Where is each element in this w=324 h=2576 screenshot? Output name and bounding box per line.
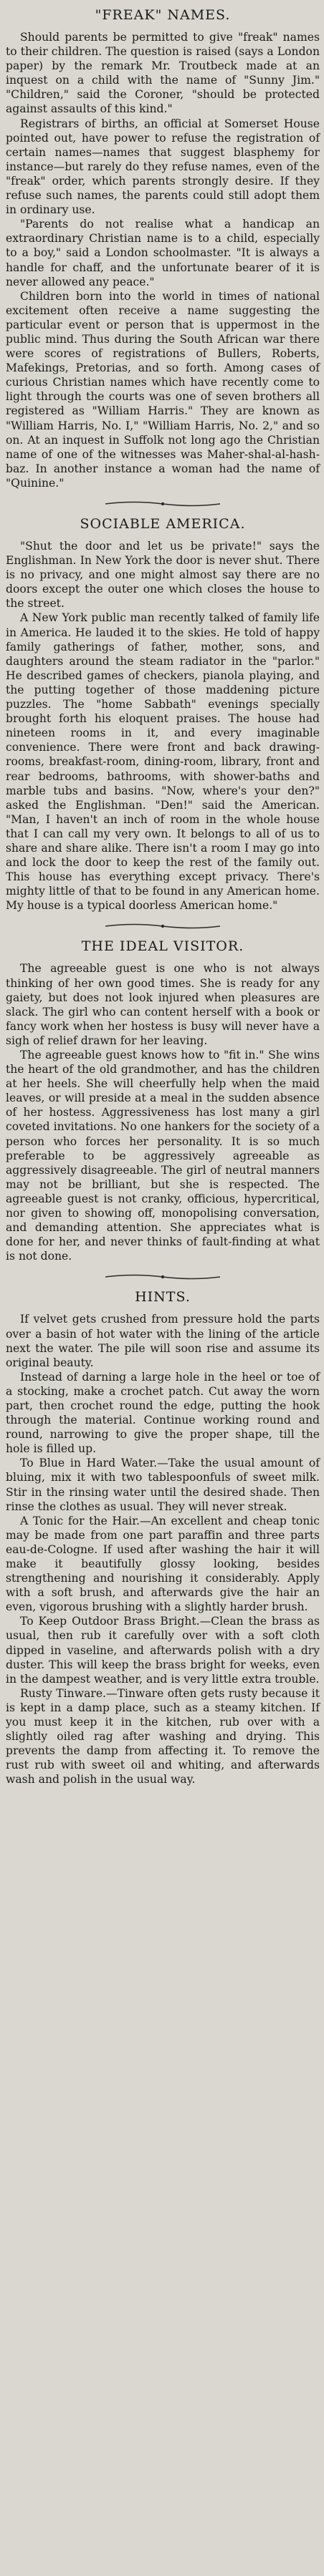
article-title: "FREAK" NAMES.: [95, 7, 231, 23]
hint-paragraph: Rusty Tinware.—Tinware often gets rusty because it is kept in a damp place, such as a steamy kitchen. If you must keep it in the kitchen, rub over with a slightly oiled rag after washing and drying. This prevents the damp from affecting it. To remove the rust rub with sweet oil and whiting, and afterwards wash and polish in the usual way.: [6, 1686, 323, 1787]
hint-paragraph: A Tonic for the Hair.—An excellent and cheap tonic may be made from one part paraffin and three parts eau-de-Cologne. If used after washing the hair it will make it beautifully glossy looking, besides strengthening and nourishing it considerably. Apply with a soft brush, and afterwards give the hair an even, vigorous brushing with a slightly harder brush.: [6, 1514, 323, 1614]
article-title: THE IDEAL VISITOR.: [81, 938, 244, 955]
ornamental-divider: [105, 499, 220, 509]
article-hints: [6, 1289, 323, 1787]
ornamental-divider: [105, 921, 220, 931]
hint-paragraph: To Keep Outdoor Brass Bright.—Clean the brass as usual, then rub it carefully over with a soft cloth dipped in vaseline, and afterwards polish with a dry duster. This will keep the brass bright for weeks, even in the dampest weather, and is very little extra trouble.: [6, 1615, 323, 1686]
article-paragraph: The agreeable guest knows how to "fit in." She wins the heart of the old grandmother, and has the children at her heels. She will cheerfully help when the maid leaves, or will preside at a meal in the sudden absence of her hostess. Aggressiveness has lost many a girl coveted invitations. No one hankers for the society of a person who forces her personality. It is so much preferable to be aggressively agreeable as aggressively disagreeable. The girl of neutral manners may not be brilliant, but she is respected. The agreeable guest is not cranky, officious, hypercritical, nor given to showing off, monopolising conversation, and demanding attention. She appreciates what is done for her, and never thinks of fault-finding at what is not done.: [6, 1049, 323, 1263]
ornamental-divider: [105, 1272, 220, 1282]
article-freak-names: [6, 7, 323, 490]
hint-paragraph: Instead of darning a large hole in the heel or toe of a stocking, make a crochet patch. Cut away the worn part, then crochet round the edge, putting the hook through the material. Continue working round and round, narrowing to give the proper shape, till the hole is filled up.: [6, 1370, 323, 1456]
article-paragraph: "Parents do not realise what a handicap an extraordinary Christian name is to a child, especially to a boy," said a London schoolmaster. "It is always a handle for chaff, and the unfortunate bearer of it is never allowed any peace.": [6, 218, 323, 288]
article-paragraph: "Shut the door and let us be private!" says the Englishman. In New York the door is never shut. There is no privacy, and one might almost say there are no doors except the outer one which closes the house to the street.: [6, 540, 323, 611]
article-paragraph: A New York public man recently talked of family life in America. He lauded it to the skies. He told of happy family gatherings of father, mother, sons, and daughters around the steam radiator in the "parlor." He described games of checkers, pianola playing, and the putting together of those maddening picture puzzles. The "home Sabbath" evenings specially brought forth his eloquent praises. The house had nineteen rooms in it, and every imaginable convenience. There were front and back drawing-rooms, breakfast-room, dining-room, library, front and rear bedrooms, bathrooms, with shower-baths and marble tubs and basins. "Now, where's your den?" asked the Englishman. "Den!" said the American. "Man, I haven't an inch of room in the whole house that I can call my very own. It belongs to all of us to share and share alike. There isn't a room I may go into and lock the door to keep the rest of the family out. This house has everything except privacy. There's mighty little of that to be found in any American home. My house is a typical doorless American home.": [6, 611, 323, 913]
hint-paragraph: To Blue in Hard Water.—Take the usual amount of bluing, mix it with two tablespoonfuls of sweet milk. Stir in the rinsing water until the desired shade. Then rinse the clothes as usual. They will never streak.: [6, 1457, 323, 1513]
article-ideal-visitor: [6, 938, 323, 1263]
article-title: HINTS.: [135, 1289, 191, 1306]
article-paragraph: Children born into the world in times of national excitement often receive a name suggesting the particular event or person that is uppermost in the public mind. Thus during the South African war there were scores of registrations of Bullers, Roberts, Mafekings, Pretorias, and so forth. Among cases of curious Christian names which have recently come to light through the courts was one of seven brothers all registered as "William Harris." They are known as "William Harris, No. I," "William Harris, No. 2," and so on. At an inquest in Suffolk not long ago the Christian name of one of the witnesses was Maher-shal-al-hash-baz. In another instance a woman had the name of "Quinine.": [6, 289, 323, 490]
article-title: SOCIABLE AMERICA.: [80, 516, 246, 532]
article-paragraph: Registrars of births, an official at Somerset House pointed out, have power to refuse the registration of certain names—names that suggest blasphemy for instance—but rarely do they refuse names, even of the "freak" order, which parents strongly desire. If they refuse such names, the parents could still adopt them in ordinary use.: [6, 117, 323, 217]
hint-paragraph: If velvet gets crushed from pressure hold the parts over a basin of hot water with the lining of the article next the water. The pile will soon rise and assume its original beauty.: [6, 1313, 323, 1369]
article-paragraph: The agreeable guest is one who is not always thinking of her own good times. She is ready for any gaiety, but does not look injured when pleasures are slack. The girl who can content herself with a book or fancy work when her hostess is busy will never have a sigh of relief drawn for her leaving.: [6, 962, 323, 1047]
article-paragraph: Should parents be permitted to give "freak" names to their children. The question is raised (says a London paper) by the remark Mr. Troutbeck made at an inquest on a child with the name of "Sunny Jim." "Children," said the Coroner, "should be protected against assaults of this kind.": [6, 31, 323, 116]
article-sociable-america: [6, 516, 323, 913]
